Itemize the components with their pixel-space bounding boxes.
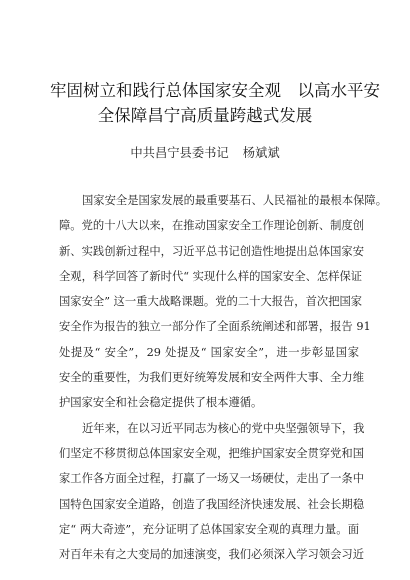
text-line: 对百年未有之大变局的加速演变，我们必须深入学习领会习近 [59,548,365,562]
text-line: 安全的重要性，为我们更好统筹发展和安全两件大事、全力维 [59,371,365,385]
author-byline [0,144,410,162]
text-line: 新、实践创新过程中，习近平总书记创造性地提出总体国家安 [59,244,365,258]
text-line: 护国家安全和社会稳定提供了根本遵循。 [59,396,263,410]
document-title [50,78,380,128]
text-line: 处提及“ 安全”，29 处提及“ 国家安全”，进一步彰显国家 [59,345,359,359]
text-line: 家工作各方面全过程，打赢了一场又一场硬仗，走出了一条中 [59,472,365,486]
text-line: 全观，科学回答了新时代“ 实现什么样的国家安全、怎样保证 [59,269,363,283]
title-line: 牢固树立和践行总体国家安全观 以高水平安 [50,81,380,100]
text-line: 近年来，在以习近平同志为核心的党中央坚强领导下，我 [82,421,365,435]
text-line: 国家安全” 这一重大战略课题。党的二十大报告，首次把国家 [59,295,363,309]
paragraph [59,416,365,568]
text-line: 国家安全是国家发展的最重要基石、人民福祉的最根本保障。 [82,194,388,207]
author-organization: 中共昌宁县委书记 [130,146,229,160]
text-line: 障。党的十八大以来，在推动国家安全工作理论创新、制度创 [59,219,365,233]
paragraph [59,188,388,416]
text-line: 们坚定不移贯彻总体国家安全观，把维护国家安全贯穿党和国 [59,446,365,460]
text-line: 安全作为报告的独立一部分作了全面系统阐述和部署，报告 91 [59,320,371,334]
text-line: 定“ 两大奇迹”，充分证明了总体国家安全观的真理力量。面 [59,522,359,536]
body-text [59,188,388,567]
text-line: 国特色国家安全道路，创造了我国经济快速发展、社会长期稳 [59,497,365,511]
title-line: 全保障昌宁高质量跨越式发展 [97,106,313,125]
author-name: 杨斌斌 [242,146,280,160]
